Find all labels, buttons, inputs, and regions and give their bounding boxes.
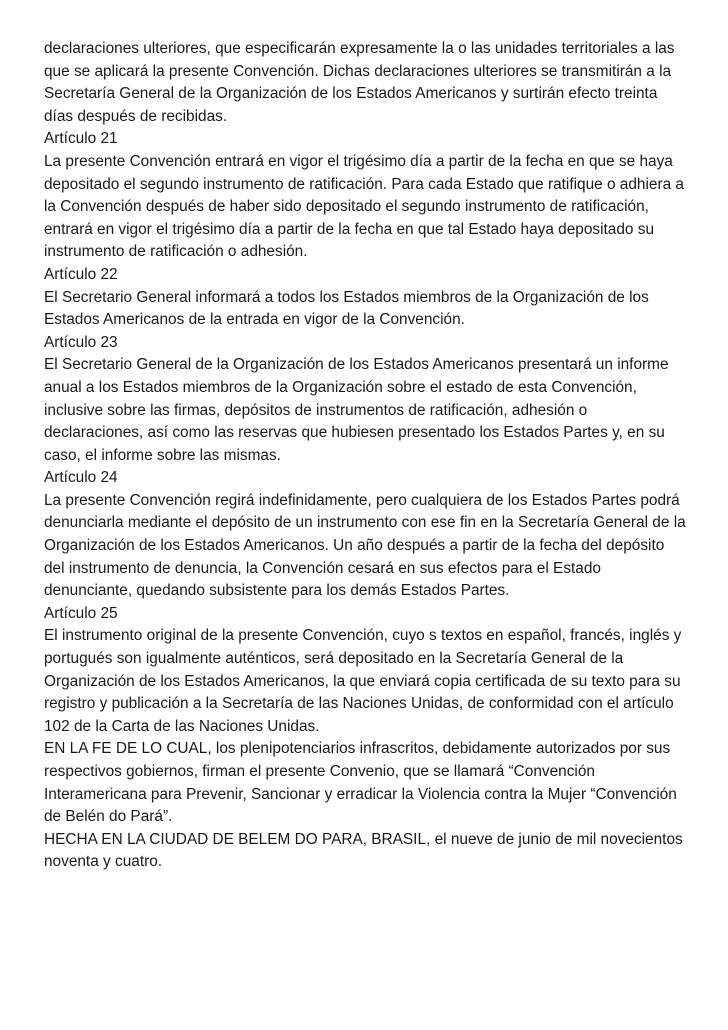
paragraph-article-25: El instrumento original de la presente Convención, cuyo s textos en español, francés, inglés y portugués son igualmente auténticos, será depositado en la Secretaría General de la Organización de los Estados Americanos, la que enviará copia certificada de su texto para su registro y publicación a la Secretaría de las Naciones Unidas, de conformidad con el artículo 102 de la Carta de las Naciones Unidas. xyxy=(44,627,682,735)
heading-article-25: Artículo 25 xyxy=(44,604,118,622)
heading-article-23: Artículo 23 xyxy=(44,333,118,351)
heading-article-24: Artículo 24 xyxy=(44,469,118,487)
document-page xyxy=(44,38,688,874)
paragraph-signatories: EN LA FE DE LO CUAL, los plenipotenciarios infrascritos, debidamente autorizados por sus respectivos gobiernos, firman el presente Convenio, que se llamará “Convención Interamericana para Prevenir, Sancionar y erradicar la Violencia contra la Mujer “Convención de Belén do Pará”. xyxy=(44,740,677,826)
paragraph-article-24: La presente Convención regirá indefinidamente, pero cualquiera de los Estados Partes podrá denunciarla mediante el depósito de un instrumento con ese fin en la Secretaría General de la Organización de los Estados Americanos. Un año después a partir de la fecha del depósito del instrumento de denuncia, la Convención cesará en sus efectos para el Estado denunciante, quedando subsistente para los demás Estados Partes. xyxy=(44,491,686,600)
paragraph-article-21: La presente Convención entrará en vigor el trigésimo día a partir de la fecha en que se haya depositado el segundo instrumento de ratificación. Para cada Estado que ratifique o adhiera a la Convención después de haber sido depositado el segundo instrumento de ratificación, entrará en vigor el trigésimo día a partir de la fecha en que tal Estado haya depositado su instrumento de ratificación o adhesión. xyxy=(44,152,684,261)
paragraph-article-20-continuation: declaraciones ulteriores, que especificarán expresamente la o las unidades territoriales a las que se aplicará la presente Convención. Dichas declaraciones ulteriores se transmitirán a la Secretaría General de la Organización de los Estados Americanos y surtirán efecto treinta días después de recibidas. xyxy=(44,40,675,125)
paragraph-article-22: El Secretario General informará a todos los Estados miembros de la Organización de los Estados Americanos de la entrada en vigor de la Convención. xyxy=(44,288,649,329)
heading-article-21: Artículo 21 xyxy=(44,130,118,148)
paragraph-article-23: El Secretario General de la Organización de los Estados Americanos presentará un informe anual a los Estados miembros de la Organización sobre el estado de esta Convención, inclusive sobre las firmas, depósitos de instrumentos de ratificación, adhesión o declaraciones, así como las reservas que hubiesen presentado los Estados Partes y, en su caso, el informe sobre las mismas. xyxy=(44,356,669,464)
heading-article-22: Artículo 22 xyxy=(44,265,118,283)
paragraph-place-date: HECHA EN LA CIUDAD DE BELEM DO PARA, BRASIL, el nueve de junio de mil novecientos noventa y cuatro. xyxy=(44,830,683,871)
